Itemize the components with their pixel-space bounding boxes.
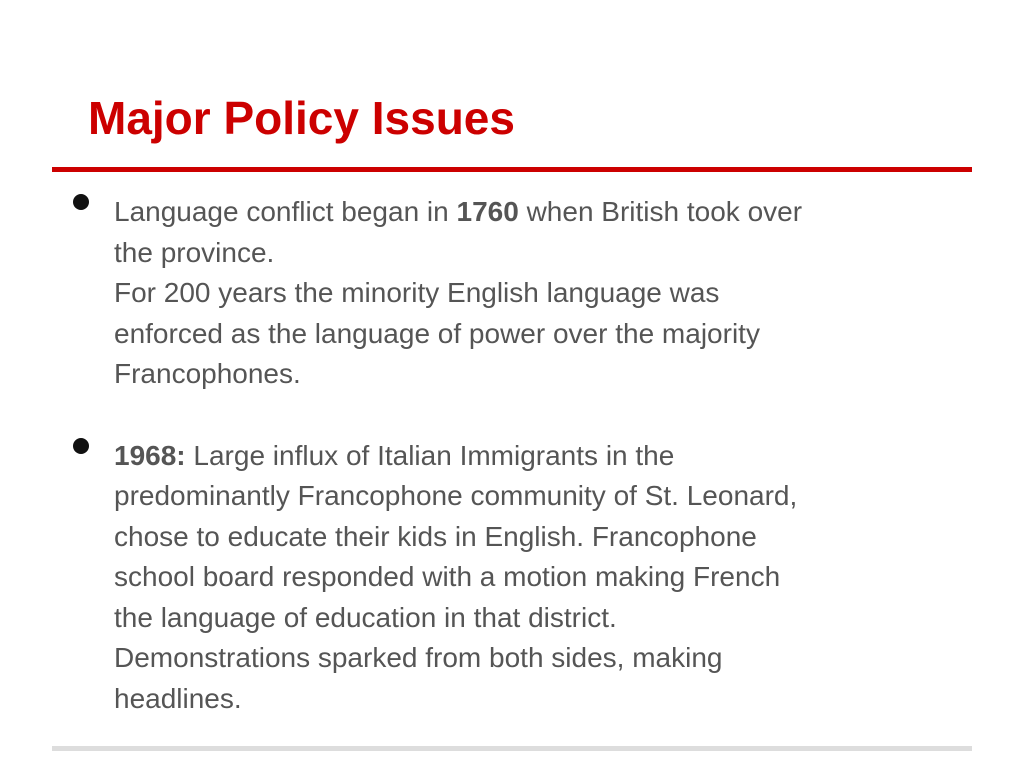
bullet-list	[0, 192, 1024, 719]
bullet-line	[114, 557, 964, 598]
bullet-line	[114, 273, 964, 314]
bullet-line	[114, 638, 964, 679]
text-span: Francophones.	[114, 358, 301, 389]
text-span: the language of education in that district.	[114, 601, 617, 633]
text-span: For 200 years the minority English language was	[114, 277, 720, 308]
text-span: school board responded with a motion making French	[114, 561, 781, 592]
bullet-line	[114, 314, 964, 355]
bullet-item-language-conflict	[0, 192, 1024, 395]
footer-divider	[52, 746, 972, 751]
bullet-line	[114, 476, 964, 517]
bullet-item-st-leonard	[0, 436, 1024, 720]
text-span: predominantly Francophone community of St. Leonard,	[114, 480, 798, 511]
text-span: enforced as the language of power over the majority	[114, 317, 760, 349]
bullet-icon	[73, 194, 89, 210]
text-span: Language conflict began in	[114, 196, 457, 227]
text-span: headlines.	[114, 682, 242, 714]
slide-title: Major Policy Issues	[88, 92, 515, 144]
bullet-icon	[73, 438, 89, 454]
bullet-line	[114, 192, 964, 233]
bullet-line	[114, 598, 964, 639]
text-span: Large influx of Italian Immigrants in the	[185, 439, 675, 471]
year-emphasis: 1760	[456, 196, 519, 227]
bullet-line	[114, 517, 964, 558]
text-span: the province.	[114, 236, 275, 268]
text-span: when British took over	[518, 196, 803, 227]
bullet-line	[114, 354, 964, 395]
bullet-line	[114, 436, 964, 477]
text-span: Demonstrations sparked from both sides, making	[114, 642, 723, 673]
bullet-line	[114, 233, 964, 274]
text-span: chose to educate their kids in English. Francophone	[114, 520, 757, 552]
year-emphasis: 1968:	[114, 439, 186, 471]
bullet-line	[114, 679, 964, 720]
title-divider	[52, 167, 972, 172]
